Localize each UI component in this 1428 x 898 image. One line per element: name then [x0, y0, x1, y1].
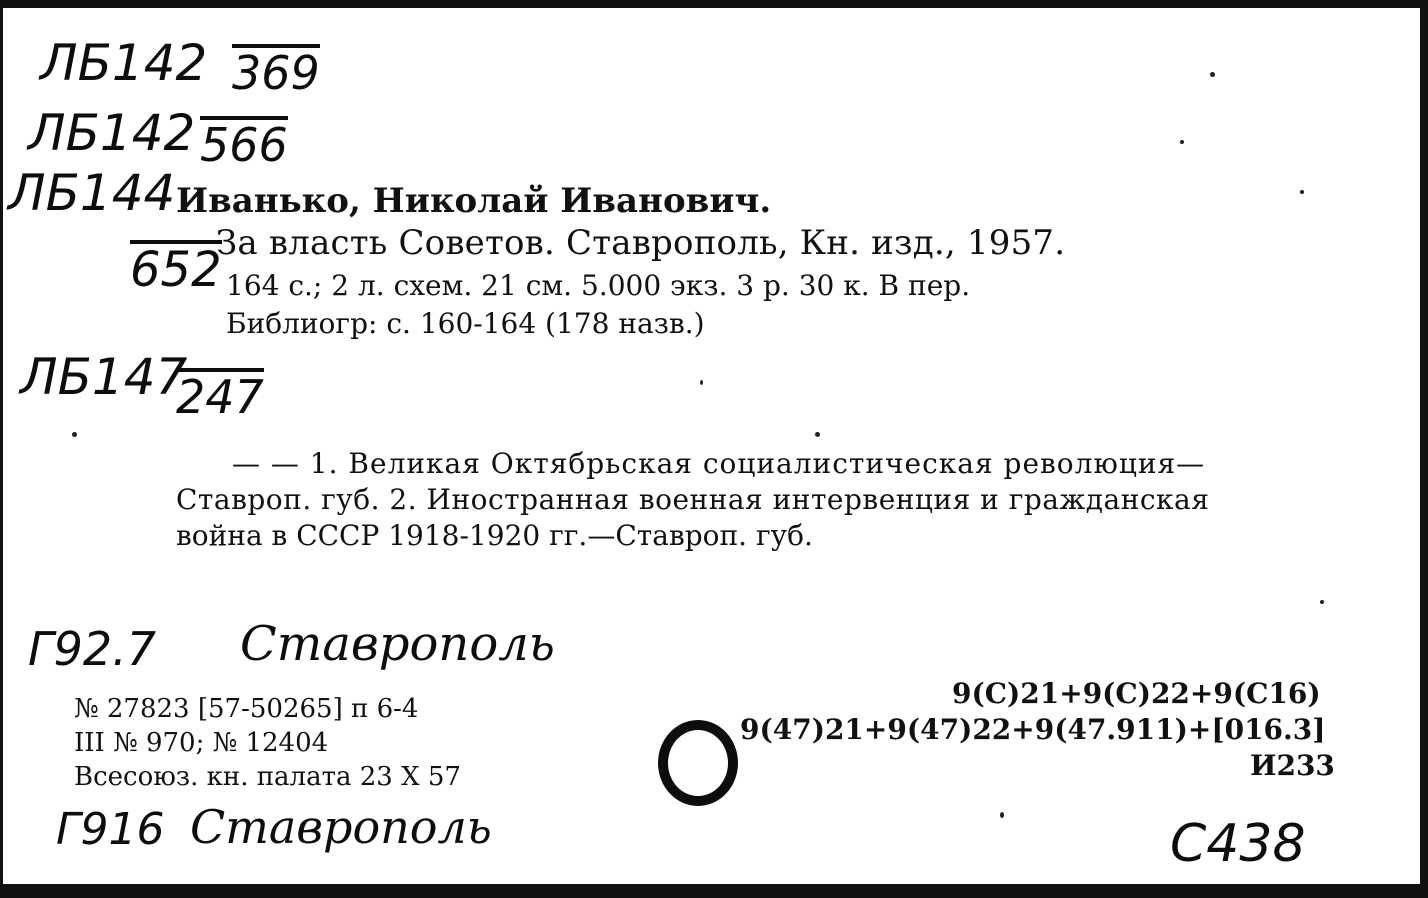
chamber-date-line: Всесоюз. кн. палата 23 X 57: [74, 762, 461, 792]
handwritten-number-1: 369: [232, 46, 320, 100]
card-border-right: [1420, 0, 1428, 898]
handwritten-corner-code: С438: [1170, 814, 1306, 874]
punched-hole-circle: [658, 720, 738, 806]
scan-speck: [1000, 812, 1004, 818]
handwritten-shelfmark-1: Г92.7: [28, 622, 157, 676]
handwritten-shelfmark-2-word: Ставрополь: [190, 800, 492, 854]
scan-speck: [1300, 190, 1304, 194]
subject-headings-line-2: Ставроп. губ. 2. Иностранная военная интервенция и гражданская: [176, 483, 1210, 516]
scan-speck: [815, 432, 820, 437]
scan-speck: [700, 380, 703, 385]
classification-line-1: 9(С)21+9(С)22+9(С16): [952, 677, 1321, 710]
handwritten-code-1: ЛБ142: [40, 34, 208, 92]
classification-line-3: И233: [1250, 749, 1335, 782]
registry-number-line: III № 970; № 12404: [74, 728, 329, 758]
handwritten-number-3: 652: [130, 242, 222, 298]
physical-description-line: 164 с.; 2 л. схем. 21 см. 5.000 экз. 3 р. 30 к. В пер.: [226, 269, 971, 302]
handwritten-code-2: ЛБ142: [28, 104, 196, 162]
scan-speck: [1210, 72, 1215, 77]
handwritten-number-4: 247: [176, 370, 264, 424]
card-border-left: [0, 0, 3, 898]
classification-line-2: 9(47)21+9(47)22+9(47.911)+[016.3]: [740, 713, 1326, 746]
bibliography-note: Библиогр: с. 160-164 (178 назв.): [226, 307, 705, 340]
handwritten-code-3: ЛБ144: [8, 164, 176, 222]
handwritten-code-4: ЛБ147: [20, 348, 188, 406]
title-imprint-line: За власть Советов. Ставрополь, Кн. изд., 1957.: [216, 223, 1066, 263]
handwritten-shelfmark-2: Г916: [56, 804, 165, 855]
record-number-line: № 27823 [57-50265] п 6-4: [74, 694, 419, 724]
subject-headings-line-3: война в СССР 1918-1920 гг.—Ставроп. губ.: [176, 519, 813, 552]
subject-headings-line-1: — — 1. Великая Октябрьская социалистическая революция—: [232, 447, 1206, 480]
author-name: Иванько, Николай Иванович.: [176, 181, 772, 221]
handwritten-shelfmark-1-word: Ставрополь: [240, 616, 555, 672]
card-border-bottom: [0, 884, 1428, 898]
card-border-top: [0, 0, 1428, 8]
scan-speck: [72, 432, 77, 437]
handwritten-number-2: 566: [200, 118, 288, 172]
scan-speck: [1320, 600, 1324, 604]
scan-speck: [1180, 140, 1184, 144]
